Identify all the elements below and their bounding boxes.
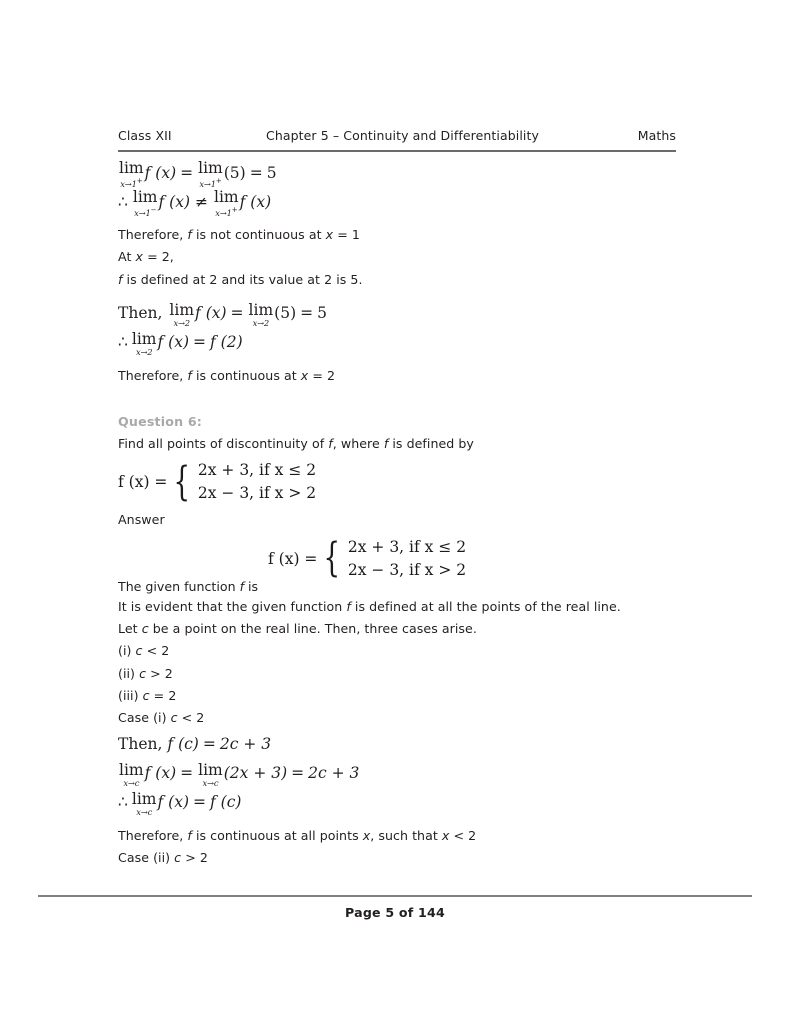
limit-operator: lim x→1+ xyxy=(198,159,223,189)
equation-limit-equals-fc xyxy=(118,788,688,817)
function-fx: f (x) xyxy=(157,333,189,352)
question-heading: Question 6: xyxy=(118,414,203,430)
text-let-c: Let c be a point on the real line. Then, three cases arise. xyxy=(118,621,477,637)
equation-prefix-then: Then, xyxy=(118,735,163,754)
header-class-label: Class XII xyxy=(118,128,172,143)
function-fx: f (x) xyxy=(195,304,227,323)
piecewise-case-2: 2x − 3, if x > 2 xyxy=(197,484,317,503)
limit-result: 5 xyxy=(317,304,327,323)
limit-result: 2c + 3 xyxy=(308,764,360,783)
limit-operator: lim x→2 xyxy=(169,300,195,329)
equals-sign: = xyxy=(180,764,194,783)
text-answer-label: Answer xyxy=(118,512,165,528)
equation-limit-at-c xyxy=(118,759,688,788)
piecewise-case-1: 2x + 3, if x ≤ 2 xyxy=(347,537,467,556)
footer-page-number: Page 5 of 144 xyxy=(345,905,445,920)
piecewise-case-2: 2x − 3, if x > 2 xyxy=(347,560,467,579)
therefore-symbol: ∴ xyxy=(118,793,128,812)
function-fc: f (c) xyxy=(167,735,199,754)
header-subject-label: Maths xyxy=(637,128,676,143)
equals-sign: = xyxy=(230,304,244,323)
equation-limits-not-equal xyxy=(118,187,688,216)
therefore-symbol: ∴ xyxy=(118,192,128,211)
equals-sign: = xyxy=(300,304,314,323)
text-continuous-at-2: Therefore, f is continuous at x = 2 xyxy=(118,367,336,383)
text-continuous-all-points: Therefore, f is continuous at all points x, such that x < 2 xyxy=(118,827,477,843)
equals-sign: = xyxy=(193,333,206,352)
limit-subscript: x→c xyxy=(202,778,219,789)
page-content xyxy=(118,158,688,869)
equals-sign: = xyxy=(249,163,263,182)
limit-subscript: x→1+ xyxy=(120,176,143,189)
text-not-continuous-at-1: Therefore, f is not continuous at x = 1 xyxy=(118,227,360,242)
equation-fc-value xyxy=(118,730,688,759)
function-fx: f (x) xyxy=(144,764,177,783)
text-case-iii-list: (iii) c = 2 xyxy=(118,687,177,703)
limit-operator: lim x→2 xyxy=(131,329,157,358)
text-at-x-equals-2: At x = 2, xyxy=(118,249,174,265)
piecewise-cases xyxy=(198,459,316,505)
left-brace-icon: { xyxy=(173,458,191,505)
piecewise-lhs: f (x) = xyxy=(118,473,168,492)
limit-subscript: x→1+ xyxy=(215,205,238,218)
limit-operator: lim x→c xyxy=(131,789,157,818)
piecewise-function-definition-2 xyxy=(268,536,466,582)
equals-sign: = xyxy=(180,163,194,182)
limit-operator: lim x→1+ xyxy=(119,159,144,189)
equals-sign: = xyxy=(202,735,216,754)
given-function-row xyxy=(118,532,688,596)
text-case-ii-list: (ii) c > 2 xyxy=(118,665,173,681)
limit-operator: lim x→c xyxy=(119,760,144,789)
limit-operator: lim x→c xyxy=(198,760,223,789)
limit-operator: lim x→1+ xyxy=(214,188,239,218)
limit-subscript: x→c xyxy=(123,778,140,789)
function-fc: f (c) xyxy=(210,793,242,812)
equation-prefix-then: Then, xyxy=(118,304,163,323)
function-fx: f (x) xyxy=(157,793,189,812)
limit-subscript: x→c xyxy=(136,807,153,818)
text-case-i-list: (i) c < 2 xyxy=(118,643,170,659)
equation-limit-right-1 xyxy=(118,158,688,187)
limit-subscript: x→2 xyxy=(252,318,270,329)
limit-subscript: x→2 xyxy=(173,318,190,329)
piecewise-lhs: f (x) = xyxy=(268,549,318,568)
limit-subscript: x→1+ xyxy=(199,176,222,189)
function-fx: f (x) xyxy=(158,192,190,211)
text-defined-at-2: f is defined at 2 and its value at 2 is 5. xyxy=(118,271,363,287)
limit-value: (5) xyxy=(274,304,297,323)
not-equal-sign: ≠ xyxy=(195,192,208,211)
limit-value: (2x + 3) xyxy=(223,764,288,783)
text-given-function: The given function f is xyxy=(118,578,259,594)
page-header xyxy=(118,128,676,152)
function-f2: f (2) xyxy=(210,333,243,352)
function-fx: f (x) xyxy=(239,192,272,211)
equals-sign: = xyxy=(193,793,206,812)
piecewise-function-definition-1 xyxy=(118,455,688,509)
limit-operator: lim x→1− xyxy=(132,188,158,218)
text-case-ii-heading: Case (ii) c > 2 xyxy=(118,849,208,865)
function-fx: f (x) xyxy=(144,163,177,182)
footer-divider xyxy=(38,895,752,897)
piecewise-expression xyxy=(268,536,466,582)
piecewise-cases xyxy=(348,536,466,582)
text-case-i-heading: Case (i) c < 2 xyxy=(118,710,205,726)
left-brace-icon: { xyxy=(323,535,341,582)
piecewise-case-1: 2x + 3, if x ≤ 2 xyxy=(197,461,317,480)
therefore-symbol: ∴ xyxy=(118,333,128,352)
limit-operator: lim x→2 xyxy=(248,300,274,329)
expression-2c-plus-3: 2c + 3 xyxy=(219,735,272,754)
limit-result: 5 xyxy=(266,163,277,182)
text-evident-defined: It is evident that the given function f is defined at all the points of the real line. xyxy=(118,598,621,614)
equation-limit-equals-f2 xyxy=(118,328,688,357)
limit-subscript: x→2 xyxy=(135,347,153,358)
limit-subscript: x→1− xyxy=(134,205,157,218)
text-question-6: Find all points of discontinuity of f, where f is defined by xyxy=(118,436,474,452)
equals-sign: = xyxy=(291,764,305,783)
piecewise-expression xyxy=(118,459,316,505)
equation-limit-at-2 xyxy=(118,299,688,328)
limit-value: (5) xyxy=(223,163,246,182)
header-chapter-title: Chapter 5 – Continuity and Differentiability xyxy=(266,128,540,143)
